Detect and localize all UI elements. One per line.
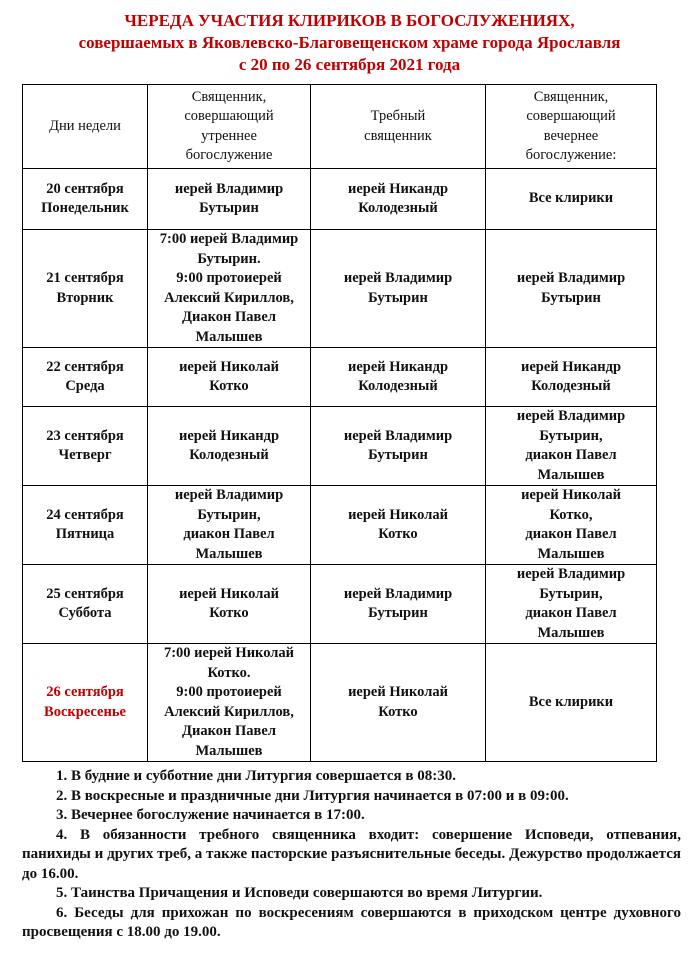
treb-cell: иерей Никандр Колодезный bbox=[311, 169, 486, 230]
day-cell: 20 сентября Понедельник bbox=[23, 169, 148, 230]
day-cell: 22 сентября Среда bbox=[23, 348, 148, 407]
evening-cell: иерей Никандр Колодезный bbox=[486, 348, 657, 407]
table-row bbox=[23, 565, 657, 644]
table-row bbox=[23, 407, 657, 486]
column-header-days: Дни недели bbox=[23, 85, 148, 169]
note-item: 3. Вечернее богослужение начинается в 17:00. bbox=[56, 807, 365, 823]
column-header-treb-priest: Требный священник bbox=[311, 85, 486, 169]
title-line-1: ЧЕРЕДА УЧАСТИЯ КЛИРИКОВ В БОГОСЛУЖЕНИЯХ, bbox=[124, 11, 575, 30]
morning-cell: иерей Николай Котко bbox=[148, 348, 311, 407]
document-header bbox=[0, 10, 699, 76]
treb-cell: иерей Владимир Бутырин bbox=[311, 230, 486, 348]
table-row bbox=[23, 230, 657, 348]
day-cell: 25 сентября Суббота bbox=[23, 565, 148, 644]
table-row bbox=[23, 169, 657, 230]
notes-list bbox=[22, 767, 681, 943]
column-header-morning-priest: Священник, совершающий утреннее богослужение bbox=[148, 85, 311, 169]
evening-cell: Все клирики bbox=[486, 169, 657, 230]
title-line-2: совершаемых в Яковлевско-Благовещенском храме города Ярославля bbox=[78, 33, 621, 52]
column-header-evening-priest: Священник, совершающий вечернее богослужение: bbox=[486, 85, 657, 169]
table-header-row bbox=[23, 85, 657, 169]
note-item: 1. В будние и субботние дни Литургия совершается в 08:30. bbox=[56, 768, 456, 784]
treb-cell: иерей Владимир Бутырин bbox=[311, 565, 486, 644]
treb-cell: иерей Николай Котко bbox=[311, 486, 486, 565]
morning-cell: иерей Владимир Бутырин, диакон Павел Малышев bbox=[148, 486, 311, 565]
note-item: 6. Беседы для прихожан по воскресениям совершаются в приходском центре духовного просвещения с 18.00 до 19.00. bbox=[22, 904, 681, 940]
morning-cell: иерей Николай Котко bbox=[148, 565, 311, 644]
evening-cell: иерей Владимир Бутырин bbox=[486, 230, 657, 348]
note-item: 5. Таинства Причащения и Исповеди совершаются во время Литургии. bbox=[56, 885, 543, 901]
day-cell: 24 сентября Пятница bbox=[23, 486, 148, 565]
note-item: 4. В обязанности требного священника входит: совершение Исповеди, отпевания, панихиды и других треб, а также пасторские разъяснительные беседы. Дежурство продолжается до 16.00. bbox=[22, 826, 681, 882]
treb-cell: иерей Никандр Колодезный bbox=[311, 348, 486, 407]
treb-cell: иерей Владимир Бутырин bbox=[311, 407, 486, 486]
morning-cell: иерей Никандр Колодезный bbox=[148, 407, 311, 486]
day-cell: 21 сентября Вторник bbox=[23, 230, 148, 348]
day-cell: 23 сентября Четверг bbox=[23, 407, 148, 486]
morning-cell: иерей Владимир Бутырин bbox=[148, 169, 311, 230]
day-cell-sunday: 26 сентября Воскресенье bbox=[23, 644, 148, 762]
morning-cell: 7:00 иерей Владимир Бутырин. 9:00 протоиерей Алексий Кириллов, Диакон Павел Малышев bbox=[148, 230, 311, 348]
evening-cell: Все клирики bbox=[486, 644, 657, 762]
evening-cell: иерей Владимир Бутырин, диакон Павел Малышев bbox=[486, 407, 657, 486]
morning-cell: 7:00 иерей Николай Котко. 9:00 протоиерей Алексий Кириллов, Диакон Павел Малышев bbox=[148, 644, 311, 762]
schedule-table bbox=[22, 84, 657, 762]
evening-cell: иерей Николай Котко, диакон Павел Малышев bbox=[486, 486, 657, 565]
evening-cell: иерей Владимир Бутырин, диакон Павел Малышев bbox=[486, 565, 657, 644]
table-row bbox=[23, 486, 657, 565]
note-item: 2. В воскресные и праздничные дни Литургия начинается в 07:00 и в 09:00. bbox=[56, 787, 569, 804]
table-row bbox=[23, 644, 657, 762]
table-row bbox=[23, 348, 657, 407]
treb-cell: иерей Николай Котко bbox=[311, 644, 486, 762]
title-line-3: с 20 по 26 сентября 2021 года bbox=[238, 55, 461, 74]
